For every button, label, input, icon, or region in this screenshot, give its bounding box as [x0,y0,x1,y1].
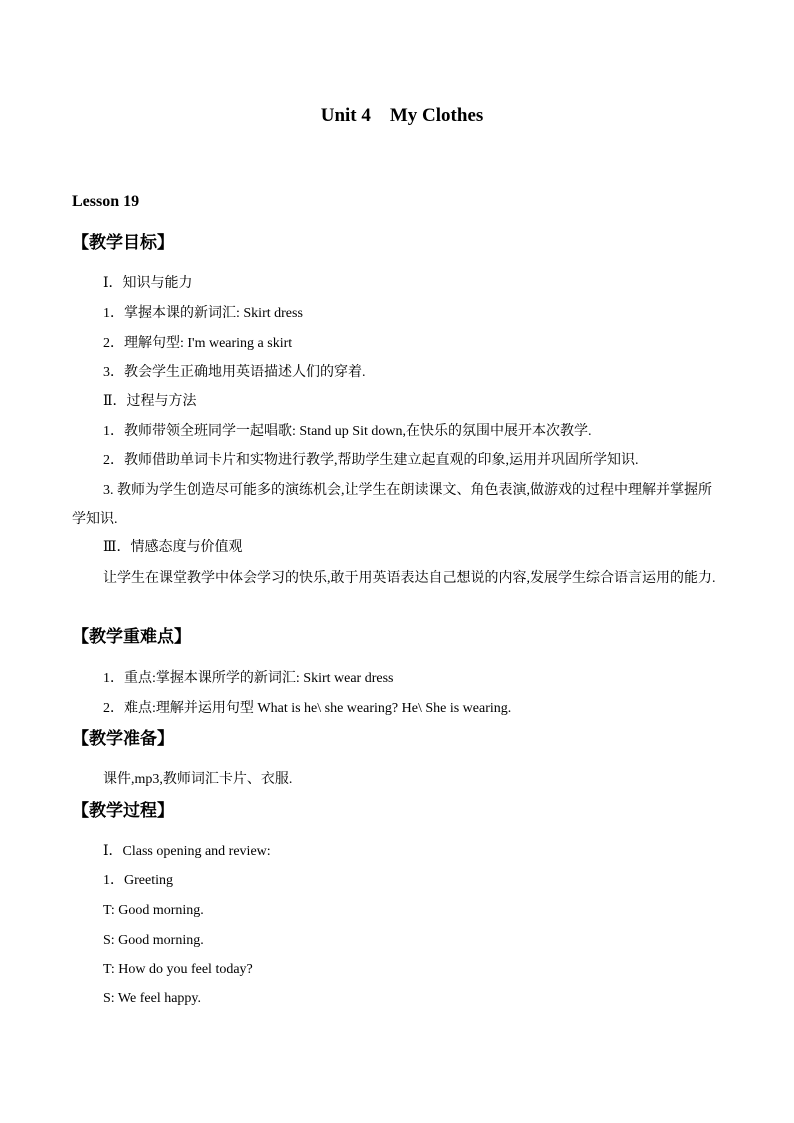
objectives-part1-item: 1．掌握本课的新词汇: Skirt dress [103,306,303,321]
objectives-part3-text: 让学生在课堂教学中体会学习的快乐,敢于用英语表达自己想说的内容,发展学生综合语言运用的能力. [103,571,716,586]
objectives-part1-item: 2．理解句型: I'm wearing a skirt [103,336,293,351]
dialogue-line: S: We feel happy. [103,991,202,1006]
objectives-part2-title: Ⅱ．过程与方法 [103,394,197,409]
preparation-text: 课件,mp3,教师词汇卡片、衣服. [103,772,293,787]
objectives-part1-item: 3．教会学生正确地用英语描述人们的穿着. [103,365,366,380]
preparation-heading: 【教学准备】 [72,729,174,748]
objectives-part1-title: Ⅰ．知识与能力 [103,276,193,291]
key-points-item: 1．重点:掌握本课所学的新词汇: Skirt wear dress [103,671,394,686]
lesson-label: Lesson 19 [72,193,140,210]
key-points-item: 2．难点:理解并运用句型 What is he\ she wearing? He\ She is wearing. [103,701,512,716]
page-title: Unit 4 My Clothes [320,105,484,126]
objectives-part2-item: 1．教师带领全班同学一起唱歌: Stand up Sit down,在快乐的氛围中展开本次教学. [103,424,592,439]
objectives-part3-title: Ⅲ．情感态度与价值观 [103,540,243,555]
process-heading: 【教学过程】 [72,801,174,820]
key-points-heading: 【教学重难点】 [72,627,191,646]
process-step: 1．Greeting [103,873,173,888]
dialogue-line: T: Good morning. [103,903,204,918]
objectives-part2-item: 2．教师借助单词卡片和实物进行教学,帮助学生建立起直观的印象,运用并巩固所学知识. [103,453,639,468]
process-part1-title: Ⅰ．Class opening and review: [103,844,271,859]
dialogue-line: T: How do you feel today? [103,962,253,977]
objectives-heading: 【教学目标】 [72,233,174,252]
objectives-part2-item: 3. 教师为学生创造尽可能多的演练机会,让学生在朗读课文、角色表演,做游戏的过程中理解并掌握所学知识. [72,483,712,527]
dialogue-line: S: Good morning. [103,933,204,948]
